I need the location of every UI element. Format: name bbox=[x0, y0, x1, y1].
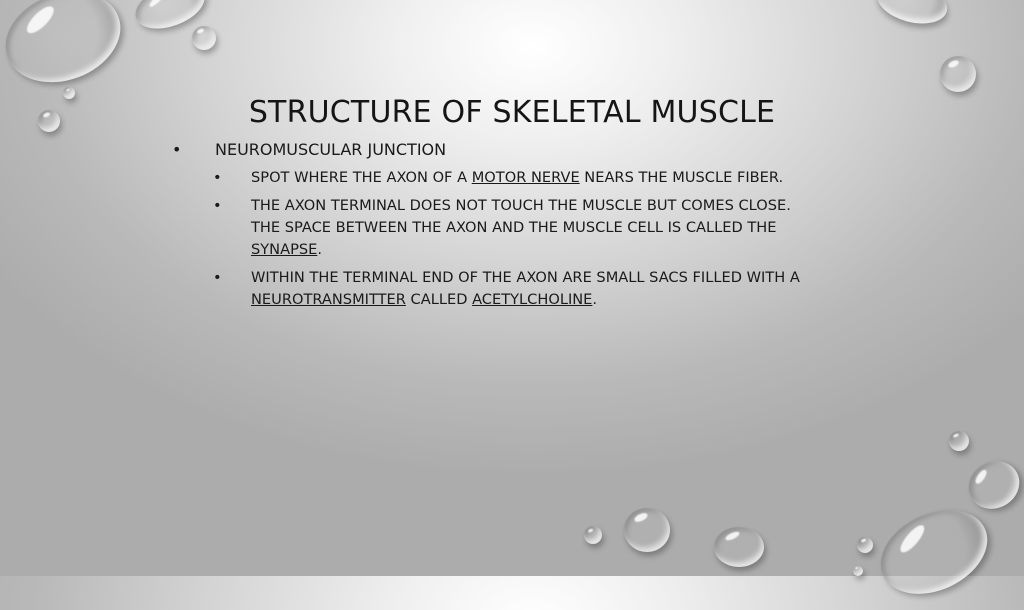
sub-point-text: CALLED bbox=[405, 291, 473, 308]
sub-point-text: . bbox=[317, 241, 323, 258]
water-droplet bbox=[960, 452, 1024, 518]
water-droplet bbox=[853, 566, 863, 576]
bullet-icon: • bbox=[172, 140, 182, 159]
water-droplet bbox=[940, 56, 976, 92]
slide-body bbox=[170, 140, 870, 311]
slide-title: STRUCTURE OF SKELETAL MUSCLE bbox=[248, 95, 776, 130]
term-motor-nerve: MOTOR NERVE bbox=[471, 169, 580, 186]
sub-point-text: SPOT WHERE THE AXON OF A bbox=[251, 169, 472, 186]
sub-point-text: THE AXON TERMINAL DOES NOT TOUCH THE MUSCLE BUT COMES CLOSE. bbox=[251, 197, 791, 214]
sub-bullet bbox=[170, 195, 870, 261]
term-neurotransmitter: NEUROTRANSMITTER bbox=[251, 291, 406, 308]
bullet-icon: • bbox=[213, 197, 222, 214]
water-droplet bbox=[872, 0, 952, 31]
term-acetylcholine: ACETYLCHOLINE bbox=[472, 291, 593, 308]
water-droplet bbox=[584, 526, 602, 544]
sub-bullet bbox=[170, 167, 870, 189]
sub-point-text: NEARS THE MUSCLE FIBER. bbox=[579, 169, 784, 186]
water-droplet bbox=[0, 0, 133, 98]
water-droplet bbox=[867, 494, 1001, 610]
sub-point-text: WITHIN THE TERMINAL END OF THE AXON ARE SMALL SACS FILLED WITH A bbox=[251, 269, 800, 286]
bullet-icon: • bbox=[213, 269, 222, 286]
water-droplet bbox=[714, 527, 764, 567]
water-droplet bbox=[949, 431, 969, 451]
water-droplet bbox=[192, 26, 216, 50]
bullet-icon: • bbox=[213, 169, 222, 186]
water-droplet bbox=[624, 508, 670, 552]
sub-bullet bbox=[170, 267, 870, 311]
sub-point-text: THE SPACE BETWEEN THE AXON AND THE MUSCLE CELL IS CALLED THE bbox=[251, 219, 777, 236]
water-droplet bbox=[857, 537, 873, 553]
main-bullet bbox=[170, 140, 870, 160]
main-point-text: NEUROMUSCULAR JUNCTION bbox=[215, 140, 447, 159]
term-synapse: SYNAPSE bbox=[251, 241, 318, 258]
sub-point-text: . bbox=[592, 291, 598, 308]
